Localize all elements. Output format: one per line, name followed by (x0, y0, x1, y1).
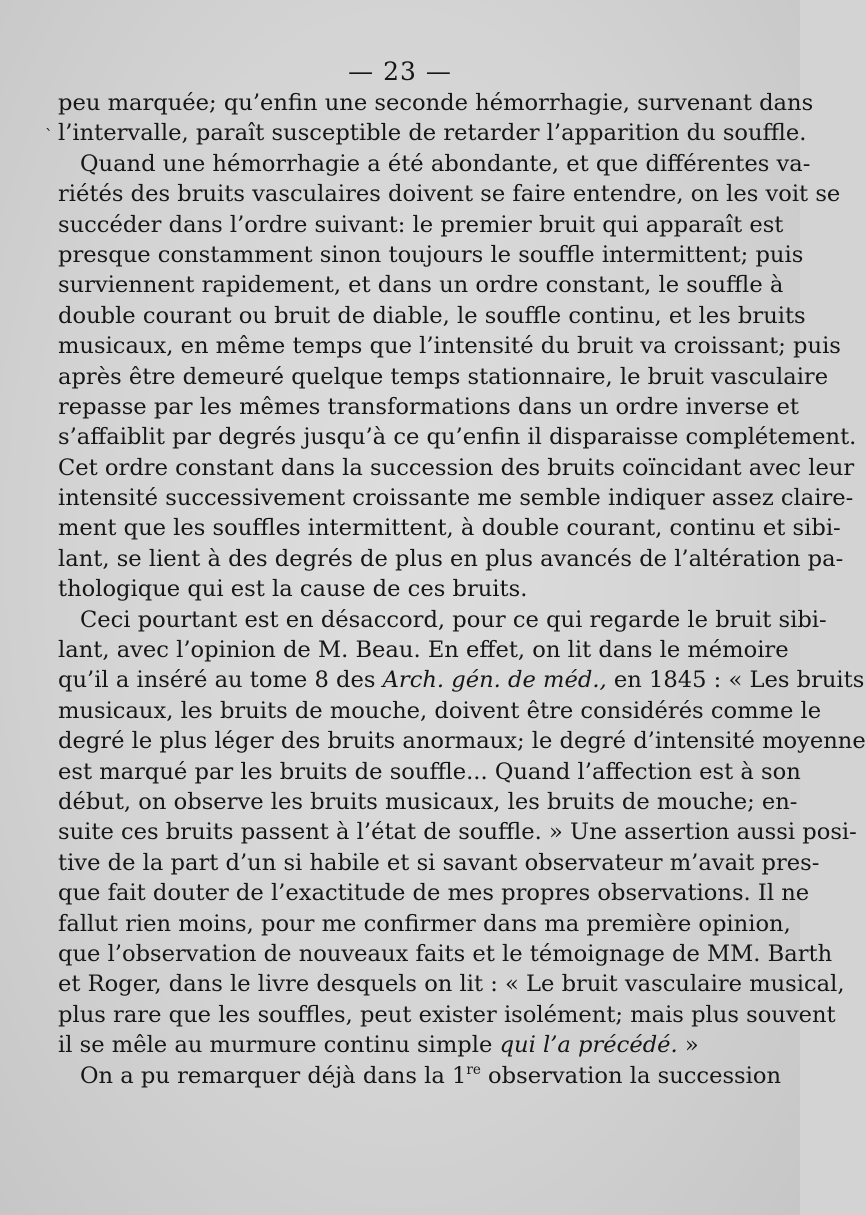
text-line: musicaux, en même temps que l’intensité du bruit va croissant; puis (58, 333, 841, 360)
italic-quote: qui l’a précédé. (499, 1032, 678, 1059)
text-line: ment que les souffles intermittent, à double courant, continu et sibi- (58, 515, 841, 542)
paragraph (58, 1061, 782, 1091)
text-line: succéder dans l’ordre suivant: le premier bruit qui apparaît est (58, 211, 784, 238)
page-number: — 23 — (348, 57, 452, 86)
text-run: il se mêle au murmure continu simple (58, 1032, 500, 1059)
text-run: observation la succession (480, 1062, 782, 1089)
text-line: lant, se lient à des degrés de plus en plus avancés de l’altération pa- (58, 545, 844, 572)
text-line: est marqué par les bruits de souffle... Quand l’affection est à son (58, 758, 801, 785)
text-line: peu marquée; qu’enfin une seconde hémorrhagie, survenant dans (58, 90, 814, 116)
text-line: début, on observe les bruits musicaux, les bruits de mouche; en- (58, 788, 798, 815)
text-line: degré le plus léger des bruits anormaux; le degré d’intensité moyenne (58, 728, 866, 755)
text-line: repasse par les mêmes transformations dans un ordre inverse et (58, 393, 799, 420)
text-line: et Roger, dans le livre desquels on lit : « Le bruit vasculaire musical, (58, 971, 845, 998)
paragraph (58, 605, 866, 1061)
text-line: fallut rien moins, pour me confirmer dans ma première opinion, (58, 910, 791, 937)
text-run: qu’il a inséré au tome 8 des (58, 667, 383, 694)
text-run: » (677, 1032, 699, 1059)
text-run: en 1845 : « Les bruits (606, 667, 865, 694)
text-line: thologique qui est la cause de ces bruits. (58, 576, 528, 603)
text-line: double courant ou bruit de diable, le souffle continu, et les bruits (58, 302, 806, 329)
text-line: Cet ordre constant dans la succession des bruits coïncidant avec leur (58, 454, 855, 481)
text-line: surviennent rapidement, et dans un ordre constant, le souffle à (58, 272, 784, 299)
superscript: re (466, 1061, 481, 1078)
text-line: intensité successivement croissante me semble indiquer assez claire- (58, 485, 854, 512)
text-line: plus rare que les souffles, peut exister isolément; mais plus souvent (58, 1001, 836, 1028)
text-line: s’affaiblit par degrés jusqu’à ce qu’enfin il disparaisse complétement. (58, 424, 857, 451)
text-line (58, 665, 865, 695)
text-line: presque constamment sinon toujours le souffle intermittent; puis (58, 241, 804, 268)
text-line (58, 1061, 782, 1091)
margin-mark: ` (45, 126, 53, 145)
text-line: que l’observation de nouveaux faits et le témoignage de MM. Barth (58, 940, 833, 967)
text-line: riétés des bruits vasculaires doivent se faire entendre, on les voit se (58, 181, 841, 208)
text-line: l’intervalle, paraît susceptible de retarder l’apparition du souffle. (58, 120, 807, 147)
text-run: On a pu remarquer déjà dans la 1 (80, 1062, 467, 1089)
text-line: après être demeuré quelque temps stationnaire, le bruit vasculaire (58, 363, 829, 390)
paragraph-continuation (58, 88, 814, 149)
paragraph (58, 149, 857, 605)
text-line: tive de la part d’un si habile et si savant observateur m’avait pres- (58, 849, 820, 876)
body-text (58, 88, 866, 1091)
text-line: musicaux, les bruits de mouche, doivent être considérés comme le (58, 697, 822, 724)
text-line: Quand une hémorrhagie a été abondante, et que différentes va- (80, 150, 811, 177)
italic-citation: Arch. gén. de méd., (382, 667, 607, 694)
text-line: Ceci pourtant est en désaccord, pour ce qui regarde le bruit sibi- (80, 606, 827, 633)
text-line (58, 1030, 720, 1060)
text-line: que fait douter de l’exactitude de mes propres observations. Il ne (58, 880, 810, 907)
text-line: lant, avec l’opinion de M. Beau. En effet, on lit dans le mémoire (58, 637, 789, 664)
text-line: suite ces bruits passent à l’état de souffle. » Une assertion aussi posi- (58, 819, 857, 846)
